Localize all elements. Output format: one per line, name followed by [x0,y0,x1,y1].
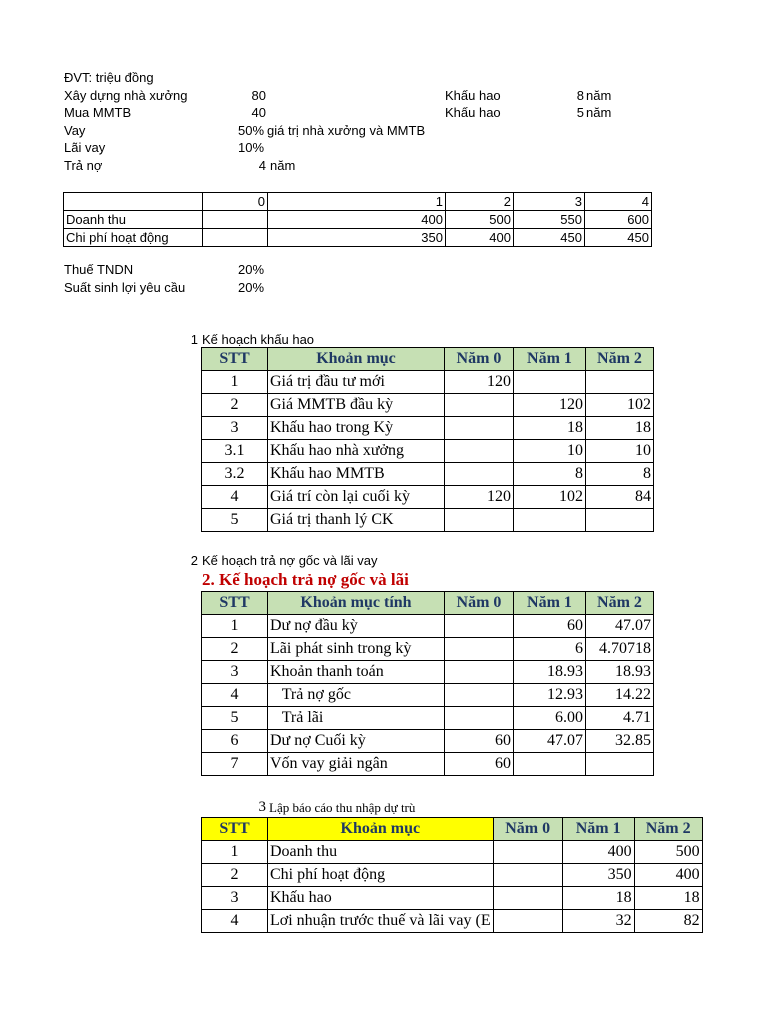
section2-caption: Kế hoạch trả nợ gốc và lãi vay [202,553,378,568]
table-cell [514,371,586,394]
header-cell: Năm 0 [445,348,514,371]
table-cell [445,509,514,532]
table-cell: 6 [202,730,268,753]
table-cell: 350 [562,864,634,887]
table-row [202,486,654,509]
table-cell: 4 [585,193,652,211]
header-cell: Năm 2 [586,348,654,371]
param-unit2: năm [586,88,612,103]
table-row [202,638,654,661]
table-row [202,887,703,910]
table-cell: 500 [446,211,514,229]
param-value: 50% [238,123,265,138]
table-cell: Khoản thanh toán [268,661,445,684]
table-cell: 10 [586,440,654,463]
table-cell: 500 [634,841,702,864]
table-cell [203,211,268,229]
param-label: Lãi vay [64,140,106,155]
table-header-row [202,348,654,371]
table-header-row [64,193,652,211]
param-value: 40 [251,105,266,120]
header-cell: Năm 1 [514,592,586,615]
table-cell: 12.93 [514,684,586,707]
table-cell: 2 [446,193,514,211]
table-cell: 2 [202,864,268,887]
table-cell: 450 [514,229,585,247]
table-cell: Khấu hao trong Kỳ [268,417,445,440]
table-cell [445,440,514,463]
table-cell: 18 [562,887,634,910]
section1-caption: Kế hoạch khấu hao [202,332,315,347]
table-cell [493,864,562,887]
section2-title: 2. Kế hoạch trả nợ gốc và lãi [202,570,409,589]
table-cell: 6 [514,638,586,661]
header-cell: Năm 1 [514,348,586,371]
income-statement-table [201,817,703,933]
table-cell: 60 [445,730,514,753]
table-cell: 10 [514,440,586,463]
table-cell: 60 [514,615,586,638]
table-cell [445,463,514,486]
param-value: 80 [251,88,266,103]
header-cell: STT [202,348,268,371]
table-cell [203,229,268,247]
table-row [202,417,654,440]
tax-value: 20% [238,262,265,277]
table-cell: Khấu hao [268,887,494,910]
table-cell: 3 [202,661,268,684]
table-cell [493,887,562,910]
table-cell: 120 [445,486,514,509]
table-cell [445,707,514,730]
table-cell: 4.71 [586,707,654,730]
tax-label: Thuế TNDN [64,262,134,277]
table-cell: 2 [202,638,268,661]
table-cell: 18.93 [586,661,654,684]
table-cell [586,753,654,776]
table-cell [64,193,203,211]
header-cell: Năm 1 [562,818,634,841]
table-row [64,229,652,247]
table-cell: 550 [514,211,585,229]
table-cell: 82 [634,910,702,933]
table-cell: 400 [562,841,634,864]
table-cell: 400 [268,211,446,229]
table-row [202,440,654,463]
table-cell: 5 [202,509,268,532]
debt-repayment-table [201,591,654,776]
header-cell: STT [202,592,268,615]
param-value: 10% [238,140,265,155]
param-note: năm [270,158,296,173]
table-cell: 1 [268,193,446,211]
table-cell: 400 [446,229,514,247]
table-cell: 2 [202,394,268,417]
table-cell: 47.07 [586,615,654,638]
table-cell: 18 [634,887,702,910]
table-cell: Doanh thu [64,211,203,229]
header-cell: Năm 2 [586,592,654,615]
table-cell: Giá trị đầu tư mới [268,371,445,394]
param-label2: Khấu hao [445,88,501,103]
table-cell [445,638,514,661]
required-return-label: Suất sinh lợi yêu cầu [64,280,186,295]
table-cell: 400 [634,864,702,887]
table-row [202,394,654,417]
table-cell: 18 [514,417,586,440]
table-cell: Giá trí còn lại cuối kỳ [268,486,445,509]
table-cell [445,684,514,707]
revenue-cost-table [63,192,652,247]
table-cell: 102 [514,486,586,509]
table-cell: 1 [202,371,268,394]
table-cell: 8 [586,463,654,486]
table-cell: 6.00 [514,707,586,730]
header-cell: Khoản mục tính [268,592,445,615]
header-cell: STT [202,818,268,841]
table-cell [493,910,562,933]
table-cell [586,371,654,394]
table-row [202,753,654,776]
table-cell: Doanh thu [268,841,494,864]
table-cell: Dư nợ đầu kỳ [268,615,445,638]
table-cell: 120 [514,394,586,417]
section3-number: 3 [258,799,266,815]
table-cell: 8 [514,463,586,486]
section1-number: 1 [190,332,198,347]
table-cell [445,417,514,440]
param-value2: 5 [576,105,584,120]
table-cell: 18.93 [514,661,586,684]
table-cell: 32 [562,910,634,933]
table-row [202,463,654,486]
table-cell: Lãi phát sinh trong kỳ [268,638,445,661]
table-cell [445,661,514,684]
table-header-row [202,818,703,841]
table-cell: 3 [202,887,268,910]
table-cell: Trả lãi [268,707,445,730]
table-cell: 4 [202,684,268,707]
param-label: Trả nợ [64,158,103,173]
table-cell: Khấu hao nhà xưởng [268,440,445,463]
table-header-row [202,592,654,615]
table-row [202,707,654,730]
table-cell: 32.85 [586,730,654,753]
table-cell: 102 [586,394,654,417]
param-label: Xây dựng nhà xưởng [64,88,188,103]
table-cell: 350 [268,229,446,247]
table-cell: 4 [202,486,268,509]
header-cell: Năm 0 [445,592,514,615]
param-label: Vay [64,123,86,138]
table-cell: 60 [445,753,514,776]
header-cell: Năm 0 [493,818,562,841]
section2-number: 2 [190,553,198,568]
table-row [202,864,703,887]
table-cell [493,841,562,864]
header-cell: Khoản mục [268,348,445,371]
table-row [202,661,654,684]
table-cell: 120 [445,371,514,394]
table-cell: Khấu hao MMTB [268,463,445,486]
table-cell: Chi phí hoạt động [268,864,494,887]
param-unit2: năm [586,105,612,120]
table-cell: Chi phí hoạt động [64,229,203,247]
table-cell: 4.70718 [586,638,654,661]
table-cell [445,394,514,417]
table-cell: 1 [202,615,268,638]
table-cell: 18 [586,417,654,440]
depreciation-table [201,347,654,532]
table-cell: Lơi nhuận trước thuế và lãi vay (E [268,910,494,933]
table-cell: Trả nợ gốc [268,684,445,707]
param-note: giá trị nhà xưởng và MMTB [267,123,426,138]
table-cell: 600 [585,211,652,229]
required-return-value: 20% [238,280,265,295]
header-cell: Khoản mục [268,818,494,841]
table-cell: Vốn vay giải ngân [268,753,445,776]
param-value2: 8 [576,88,584,103]
table-row [202,684,654,707]
table-cell: 3 [514,193,585,211]
table-cell: 5 [202,707,268,730]
table-cell: 450 [585,229,652,247]
table-cell: 1 [202,841,268,864]
table-cell: 3.2 [202,463,268,486]
table-cell: 3 [202,417,268,440]
table-cell [514,753,586,776]
section3-caption: Lập báo cáo thu nhập dự trù [269,800,416,815]
table-row [202,371,654,394]
table-cell: Dư nợ Cuối kỳ [268,730,445,753]
table-row [202,509,654,532]
param-value: 4 [258,158,266,173]
table-cell: Giá MMTB đầu kỳ [268,394,445,417]
table-cell [586,509,654,532]
table-cell: 0 [203,193,268,211]
table-row [202,615,654,638]
table-cell: 14.22 [586,684,654,707]
table-row [202,910,703,933]
table-cell: 7 [202,753,268,776]
table-cell [514,509,586,532]
table-cell: 4 [202,910,268,933]
table-cell: Giá trị thanh lý CK [268,509,445,532]
table-row [202,841,703,864]
table-row [202,730,654,753]
table-cell: 3.1 [202,440,268,463]
table-cell: 47.07 [514,730,586,753]
param-label: Mua MMTB [64,105,132,120]
header-cell: Năm 2 [634,818,702,841]
table-cell [445,615,514,638]
table-cell: 84 [586,486,654,509]
unit-label: ĐVT: triệu đồng [64,70,154,85]
param-label2: Khấu hao [445,105,501,120]
table-row [64,211,652,229]
